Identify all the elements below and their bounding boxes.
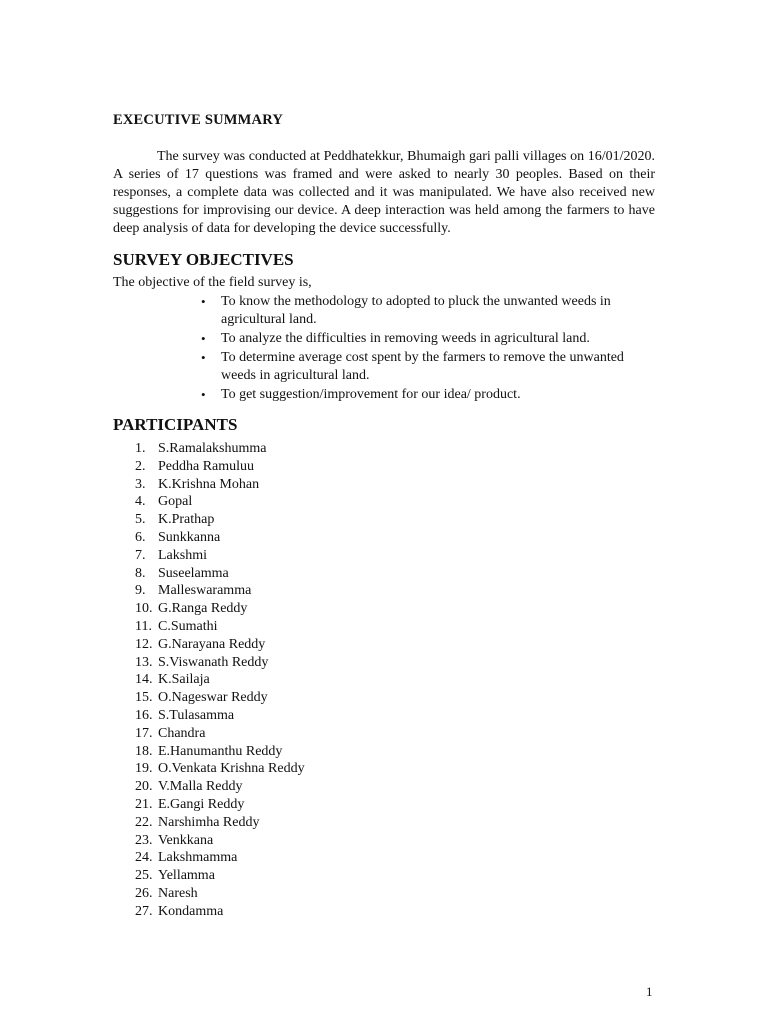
- participant-item: [135, 832, 305, 850]
- participant-name: Narshimha Reddy: [158, 814, 260, 830]
- participant-item: [135, 885, 305, 903]
- participant-number: 24.: [135, 850, 153, 866]
- participant-number: 25.: [135, 868, 153, 884]
- objectives-lead-text: The objective of the field survey is,: [113, 275, 312, 290]
- participant-item: [135, 671, 305, 689]
- participant-item: [135, 618, 305, 636]
- bullet-icon: •: [201, 350, 206, 365]
- objectives-list: [197, 293, 657, 405]
- participant-name: K.Sailaja: [158, 672, 210, 688]
- participant-number: 12.: [135, 636, 153, 652]
- participant-name: Lakshmamma: [158, 850, 238, 866]
- intro-paragraph: [113, 148, 655, 238]
- participant-item: [135, 600, 305, 618]
- participant-item: [135, 458, 305, 476]
- participant-item: [135, 636, 305, 654]
- participant-number: 27.: [135, 903, 153, 919]
- participant-name: Malleswaramma: [158, 583, 252, 599]
- bullet-icon: •: [201, 387, 206, 402]
- participant-number: 10.: [135, 601, 153, 617]
- objective-item: [197, 293, 657, 329]
- participant-item: [135, 707, 305, 725]
- participant-number: 5.: [135, 512, 146, 528]
- page-number: 1: [646, 984, 653, 999]
- participants-list: [135, 440, 305, 921]
- participants-heading: PARTICIPANTS: [113, 415, 238, 434]
- bullet-icon: •: [201, 331, 206, 346]
- participant-number: 16.: [135, 707, 153, 723]
- participant-name: K.Prathap: [158, 512, 215, 528]
- participant-item: [135, 493, 305, 511]
- participant-name: V.Malla Reddy: [158, 779, 243, 795]
- participant-name: G.Ranga Reddy: [158, 601, 248, 617]
- participant-item: [135, 743, 305, 761]
- participant-number: 11.: [135, 618, 152, 634]
- participant-name: S.Tulasamma: [158, 707, 235, 723]
- participant-number: 6.: [135, 529, 146, 545]
- participant-name: O.Nageswar Reddy: [158, 690, 268, 706]
- intro-text: The survey was conducted at Peddhatekkur, Bhumaigh gari palli villages on 16/01/2020. A series of 17 questions was framed and were asked to nearly 30 peoples. Based on their responses, a complete data was collected and it was manipulated. We have also received new suggestions for improvising our device. A deep interaction was held among the farmers to have deep analysis of data for developing the device successfully.: [113, 149, 655, 236]
- participant-name: S.Viswanath Reddy: [158, 654, 269, 670]
- objective-text: To determine average cost spent by the farmers to remove the unwanted weeds in agricultural land.: [221, 350, 624, 383]
- participant-number: 9.: [135, 583, 146, 599]
- participant-item: [135, 725, 305, 743]
- participant-number: 22.: [135, 814, 153, 830]
- participant-item: [135, 796, 305, 814]
- participant-number: 13.: [135, 654, 153, 670]
- participant-name: E.Gangi Reddy: [158, 796, 245, 812]
- participant-number: 4.: [135, 494, 146, 510]
- participant-name: Kondamma: [158, 903, 224, 919]
- objective-text: To analyze the difficulties in removing weeds in agricultural land.: [221, 331, 590, 346]
- participant-number: 26.: [135, 885, 153, 901]
- objective-item: [197, 349, 657, 385]
- participant-number: 20.: [135, 779, 153, 795]
- participant-number: 18.: [135, 743, 153, 759]
- objective-item: [197, 386, 657, 404]
- participant-name: Venkkana: [158, 832, 214, 848]
- participant-item: [135, 867, 305, 885]
- participant-name: Naresh: [158, 885, 198, 901]
- objective-item: [197, 330, 657, 348]
- participant-item: [135, 903, 305, 921]
- participant-item: [135, 814, 305, 832]
- participant-number: 3.: [135, 476, 146, 492]
- participant-item: [135, 476, 305, 494]
- participant-item: [135, 547, 305, 565]
- participant-number: 2.: [135, 458, 146, 474]
- participant-item: [135, 565, 305, 583]
- participant-item: [135, 654, 305, 672]
- participant-number: 1.: [135, 441, 146, 456]
- bullet-icon: •: [201, 294, 206, 309]
- participant-name: Peddha Ramuluu: [158, 458, 255, 474]
- survey-objectives-heading: SURVEY OBJECTIVES: [113, 250, 294, 269]
- participant-item: [135, 689, 305, 707]
- executive-summary-heading: EXECUTIVE SUMMARY: [113, 112, 284, 128]
- participant-number: 17.: [135, 725, 153, 741]
- participant-name: Chandra: [158, 725, 206, 741]
- objective-text: To know the methodology to adopted to pluck the unwanted weeds in agricultural land.: [221, 294, 611, 327]
- participant-number: 14.: [135, 672, 153, 688]
- participant-number: 7.: [135, 547, 146, 563]
- participant-name: Sunkkanna: [158, 529, 221, 545]
- participant-number: 19.: [135, 761, 153, 777]
- participant-item: [135, 440, 305, 458]
- participant-number: 21.: [135, 796, 153, 812]
- participant-name: O.Venkata Krishna Reddy: [158, 761, 305, 777]
- participant-item: [135, 760, 305, 778]
- participant-name: C.Sumathi: [158, 618, 218, 634]
- participant-number: 15.: [135, 690, 153, 706]
- participant-name: G.Narayana Reddy: [158, 636, 266, 652]
- participant-item: [135, 529, 305, 547]
- participant-item: [135, 511, 305, 529]
- participant-name: Yellamma: [158, 868, 215, 884]
- participant-item: [135, 582, 305, 600]
- participant-number: 23.: [135, 832, 153, 848]
- participant-name: Gopal: [158, 494, 193, 510]
- participant-item: [135, 849, 305, 867]
- participant-name: S.Ramalakshumma: [158, 441, 267, 456]
- participant-name: K.Krishna Mohan: [158, 476, 260, 492]
- participant-item: [135, 778, 305, 796]
- participant-name: E.Hanumanthu Reddy: [158, 743, 283, 759]
- objective-text: To get suggestion/improvement for our idea/ product.: [221, 387, 521, 402]
- participant-name: Lakshmi: [158, 547, 207, 563]
- participant-number: 8.: [135, 565, 146, 581]
- participant-name: Suseelamma: [158, 565, 229, 581]
